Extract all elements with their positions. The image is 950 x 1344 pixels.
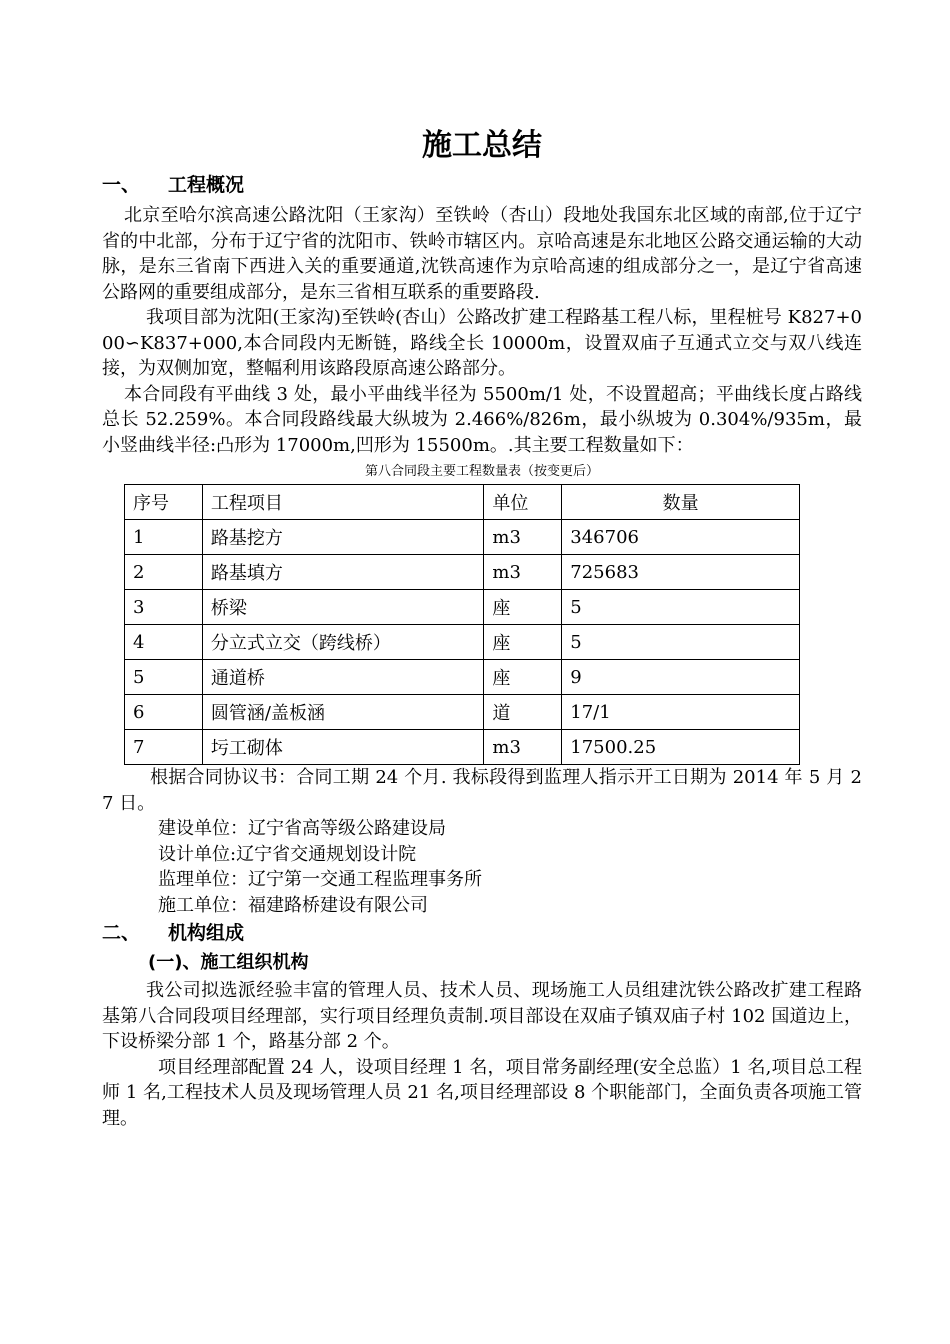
overview-paragraph-3: 本合同段有平曲线 3 处，最小平曲线半径为 5500m/1 处，不设置超高；平曲线长度占路线总长 52.259%。本合同段路线最大纵坡为 2.466%/826m，最小纵坡为 0.304%/935m，最小竖曲线半径:凸形为 17000m,凹形为 15500m。.其主要工程数量如下： bbox=[102, 383, 862, 456]
table-cell: 桥梁 bbox=[202, 590, 483, 625]
document-page bbox=[102, 122, 862, 1131]
table-row bbox=[125, 695, 800, 730]
subsection-heading: (一)、施工组织机构 bbox=[148, 952, 309, 973]
construction-unit: 施工单位：福建路桥建设有限公司 bbox=[158, 894, 428, 916]
table-cell: 圬工砌体 bbox=[202, 730, 483, 765]
table-cell: 17500.25 bbox=[562, 730, 800, 765]
table-cell: 6 bbox=[125, 695, 203, 730]
table-cell: 346706 bbox=[562, 520, 800, 555]
contract-period-paragraph: 根据合同协议书：合同工期 24 个月. 我标段得到监理人指示开工日期为 2014 年 5 月 27 日。 bbox=[102, 767, 862, 814]
table-cell: 5 bbox=[562, 625, 800, 660]
quantity-table bbox=[124, 484, 800, 765]
supervision-unit: 监理单位：辽宁第一交通工程监理事务所 bbox=[158, 869, 482, 890]
table-cell: 圆管涵/盖板涵 bbox=[202, 695, 483, 730]
table-cell: m3 bbox=[484, 730, 562, 765]
table-cell: 分立式立交（跨线桥） bbox=[202, 625, 483, 660]
table-cell: 17/1 bbox=[562, 695, 800, 730]
table-cell: 路基挖方 bbox=[202, 520, 483, 555]
header-cell-index: 序号 bbox=[125, 485, 203, 520]
table-row bbox=[125, 660, 800, 695]
table-row bbox=[125, 555, 800, 590]
table-cell: 7 bbox=[125, 730, 203, 765]
section-2-title: 机构组成 bbox=[168, 922, 245, 944]
table-cell: 9 bbox=[562, 660, 800, 695]
design-unit: 设计单位:辽宁省交通规划设计院 bbox=[158, 843, 417, 865]
overview-paragraph-1: 北京至哈尔滨高速公路沈阳（王家沟）至铁岭（杏山）段地处我国东北区域的南部,位于辽宁省的中北部，分布于辽宁省的沈阳市、铁岭市辖区内。京哈高速是东北地区公路交通运输的大动脉，是东三省南下西进入关的重要通道,沈铁高速作为京哈高速的组成部分之一，是辽宁省高速公路网的重要组成部分，是东三省相互联系的重要路段. bbox=[102, 205, 862, 303]
table-cell: 725683 bbox=[562, 555, 800, 590]
organization-paragraph-2: 项目经理部配置 24 人，设项目经理 1 名，项目常务副经理(安全总监）1 名,项目总工程师 1 名,工程技术人员及现场管理人员 21 名,项目经理部设 8 个职能部门，全面负责各项施工管理。 bbox=[102, 1056, 862, 1129]
table-caption: 第八合同段主要工程数量表（按变更后） bbox=[364, 464, 599, 479]
table-row bbox=[125, 730, 800, 765]
document-title: 施工总结 bbox=[422, 128, 542, 163]
table-cell: 座 bbox=[484, 660, 562, 695]
owner-unit: 建设单位：辽宁省高等级公路建设局 bbox=[158, 818, 446, 839]
table-cell: 3 bbox=[125, 590, 203, 625]
table-header-row bbox=[125, 485, 800, 520]
section-2-number: 二、 bbox=[102, 922, 141, 944]
table-row bbox=[125, 590, 800, 625]
table-cell: 5 bbox=[562, 590, 800, 625]
section-1-heading bbox=[102, 170, 862, 200]
overview-paragraph-2: 我项目部为沈阳(王家沟)至铁岭(杏山）公路改扩建工程路基工程八标，里程桩号 K827+000∽K837+000,本合同段内无断链，路线全长 10000m，设置双庙子互通式立交与双八线连接，为双侧加宽，整幅利用该路段原高速公路部分。 bbox=[102, 307, 862, 379]
section-2-heading bbox=[102, 918, 862, 948]
table-row bbox=[125, 625, 800, 660]
table-cell: 1 bbox=[125, 520, 203, 555]
table-cell: 座 bbox=[484, 625, 562, 660]
table-cell: m3 bbox=[484, 520, 562, 555]
table-cell: 2 bbox=[125, 555, 203, 590]
section-1-number: 一、 bbox=[102, 174, 141, 196]
table-cell: 道 bbox=[484, 695, 562, 730]
organization-paragraph-1: 我公司拟选派经验丰富的管理人员、技术人员、现场施工人员组建沈铁公路改扩建工程路基第八合同段项目经理部，实行项目经理负责制.项目部设在双庙子镇双庙子村 102 国道边上，下设桥梁分部 1 个，路基分部 2 个。 bbox=[102, 980, 862, 1052]
header-cell-unit: 单位 bbox=[484, 485, 562, 520]
table-cell: 座 bbox=[484, 590, 562, 625]
table-cell: m3 bbox=[484, 555, 562, 590]
table-cell: 5 bbox=[125, 660, 203, 695]
table-cell: 4 bbox=[125, 625, 203, 660]
header-cell-item: 工程项目 bbox=[202, 485, 483, 520]
table-cell: 路基填方 bbox=[202, 555, 483, 590]
table-row bbox=[125, 520, 800, 555]
section-1-title: 工程概况 bbox=[168, 174, 245, 196]
header-cell-quantity: 数量 bbox=[562, 485, 800, 520]
table-cell: 通道桥 bbox=[202, 660, 483, 695]
